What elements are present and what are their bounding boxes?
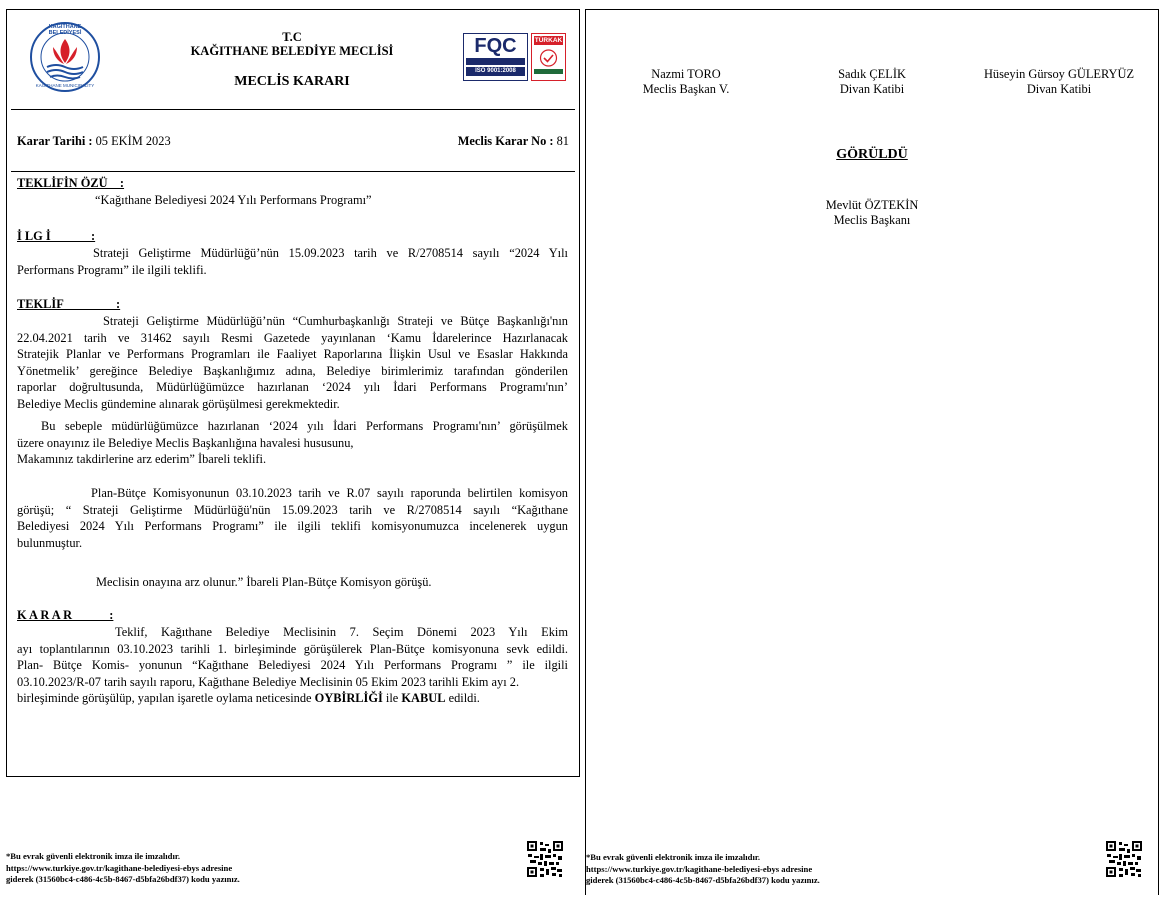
decision-line: Plan- Bütçe Komis- yonunun “Kağıthane Belediyesi 2024 Yılı Performans Programı ” ile ilgili	[17, 658, 568, 672]
doc-type-title: MECLİS KARARI	[234, 74, 350, 89]
signature-title: Divan Katibi	[839, 81, 905, 96]
decision-number	[458, 133, 569, 150]
esign-notice-page2	[586, 852, 820, 887]
mayor-signature-block	[772, 198, 972, 227]
esign-notice-page1	[6, 851, 240, 886]
decision-last-line	[17, 690, 568, 707]
proposal-p1-line: Stratejik Planlar ve Performans Programları ile Faaliyet Raporlarına İlişkin Usul ve Esaslar Hakkında	[17, 347, 568, 361]
turkak-cert-bar	[534, 69, 563, 74]
decision-number-label: Meclis Karar No :	[457, 134, 554, 148]
reference-line1: Strateji Geliştirme Müdürlüğü’nün 15.09.2023 tarih ve R/2708514 sayılı “2024 Yılı	[93, 246, 568, 260]
decision-date-value: 05 EKİM 2023	[95, 134, 171, 148]
fqc-cert-logo	[463, 33, 528, 81]
commission-line: Belediyesi 2024 Yılı Performans Programı” ile ilgili teklifi komisyonumuzca incelenerek uygun	[17, 519, 568, 533]
proposal-title: TEKLİF :	[17, 297, 121, 311]
signature-title: Meclis Başkan V.	[642, 81, 730, 96]
logo-bottom-text: KAĞITHANE MUNICIPALITY	[35, 83, 95, 88]
decision-line: 03.10.2023/R-07 tarih sayılı raporu, Kağıthane Belediye Meclisinin 05 Ekim 2023 tarihli Ekim ayı 2.	[17, 674, 520, 689]
seen-title: GÖRÜLDÜ	[836, 147, 908, 162]
summary-text: “Kağıthane Belediyesi 2024 Yılı Performans Programı”	[95, 193, 372, 207]
turkak-cert-logo	[531, 33, 566, 81]
unanimous-text: OYBİRLİĞİ	[314, 691, 383, 705]
decision-line: Teklif, Kağıthane Belediye Meclisinin 7. Seçim Dönemi 2023 Yılı Ekim	[115, 625, 568, 639]
decision-line: ayı toplantılarının 03.10.2023 tarihli 1. birleşiminde görüşülerek Plan-Bütçe komisyonuna sevk edildi.	[17, 641, 568, 656]
signature-name: Nazmi TORO	[651, 67, 721, 81]
org-line2: KAĞITHANE BELEDİYE MECLİSİ	[190, 44, 394, 58]
proposal-p2-line: Bu sebeple müdürlüğümüzce hazırlanan ‘2024 yılı İdari Performans Programı'nın’ görüşülmek	[41, 419, 568, 433]
reference-line2: Performans Programı” ile ilgili teklifi.	[17, 263, 207, 277]
commission-paragraph	[17, 485, 568, 551]
mayor-name: Mevlüt ÖZTEKİN	[825, 198, 919, 212]
decision-last-mid: ile	[382, 691, 402, 705]
decision-page	[6, 9, 580, 777]
logo-ring-text: KAĞITHANE BELEDİYESİ	[48, 24, 82, 36]
approval-text: Meclisin onayına arz olunur.” İbareli Plan-Bütçe Komisyon görüşü.	[96, 575, 432, 589]
esign-line3: giderek (31560bc4-c486-4c5b-8467-d5bfa26bdf37) kodu yazınız.	[6, 874, 240, 884]
esign-line1: *Bu evrak güvenli elektronik imza ile imzalıdır.	[586, 852, 761, 862]
proposal-p1-line: 22.04.2021 tarih ve 31462 sayılı Resmi Gazetede yayınlanan ‘Kamu İdarelerince Hazırlanacak	[17, 330, 568, 345]
signature-name: Hüseyin Gürsoy GÜLERYÜZ	[983, 67, 1135, 81]
decision-paragraph	[17, 624, 568, 707]
qr-code-icon	[1105, 840, 1143, 878]
fqc-cert-text: FQC	[474, 35, 517, 57]
signature-block	[772, 67, 972, 96]
decision-date-label: Karar Tarihi :	[17, 134, 93, 148]
proposal-paragraph2	[17, 418, 568, 468]
qr-code-icon	[526, 840, 564, 878]
esign-line2: https://www.turkiye.gov.tr/kagithane-belediyesi-ebys adresine	[586, 863, 813, 874]
decision-title: K A R A R :	[17, 608, 114, 622]
proposal-p1-line: Yönetmelik’ gereğince Belediye Başkanlığımız adına, Belediye birimlerimiz tarafından gönderilen	[17, 363, 568, 378]
fqc-cert-bar	[466, 58, 525, 65]
decision-number-value: 81	[556, 134, 569, 148]
proposal-p2-line: üzere onayınız ile Belediye Meclis Başkanlığına havalesi hususunu,	[17, 435, 354, 450]
signature-block	[586, 67, 786, 96]
meta-divider	[11, 171, 575, 172]
check-icon	[532, 47, 565, 69]
fqc-cert-iso: ISO 9001:2008	[466, 67, 525, 76]
signature-block	[959, 67, 1159, 96]
proposal-paragraph1	[17, 313, 568, 412]
proposal-p1-line: raporlar doğrultusunda, Müdürlüğümüzce hazırlanan ‘2024 yılı İdari Performans Programı'nın’	[17, 380, 568, 394]
decision-date	[17, 133, 171, 150]
turkak-cert-text: TÜRKAK	[534, 37, 563, 44]
commission-line: Plan-Bütçe Komisyonunun 03.10.2023 tarih ve R.07 sayılı raporunda belirtilen komisyon	[91, 486, 568, 500]
signature-page	[585, 9, 1159, 895]
proposal-p1-line: Strateji Geliştirme Müdürlüğü’nün “Cumhurbaşkanlığı Strateji ve Bütçe Başkanlığı'nın	[103, 314, 568, 328]
esign-line2: https://www.turkiye.gov.tr/kagithane-belediyesi-ebys adresine	[6, 862, 233, 873]
proposal-p1-line: Belediye Meclis gündemine alınarak görüşülmesi gerekmektedir.	[17, 396, 340, 411]
esign-line1: *Bu evrak güvenli elektronik imza ile imzalıdır.	[6, 851, 181, 861]
signature-name: Sadık ÇELİK	[838, 67, 906, 81]
accepted-text: KABUL	[401, 691, 446, 705]
reference-title: İ LG İ :	[17, 229, 96, 243]
commission-line: bulunmuştur.	[17, 535, 83, 550]
esign-line3: giderek (31560bc4-c486-4c5b-8467-d5bfa26bdf37) kodu yazınız.	[586, 875, 820, 885]
header-divider	[11, 109, 575, 110]
decision-last-pre: birleşiminde görüşülüp, yapılan işaretle oylama neticesinde	[17, 691, 315, 705]
proposal-p2-line: Makamınız takdirlerine arz ederim” İbareli teklifi.	[17, 452, 267, 466]
mayor-title: Meclis Başkanı	[833, 212, 911, 227]
org-line1: T.C	[282, 30, 302, 44]
decision-last-post: edildi.	[445, 691, 480, 705]
signature-title: Divan Katibi	[1026, 81, 1092, 96]
commission-line: görüşü; “ Strateji Geliştirme Müdürlüğü'nün 15.09.2023 tarih ve R/2708514 sayılı “Kağıthane	[17, 502, 568, 517]
summary-title: TEKLİFİN ÖZÜ :	[17, 176, 125, 190]
